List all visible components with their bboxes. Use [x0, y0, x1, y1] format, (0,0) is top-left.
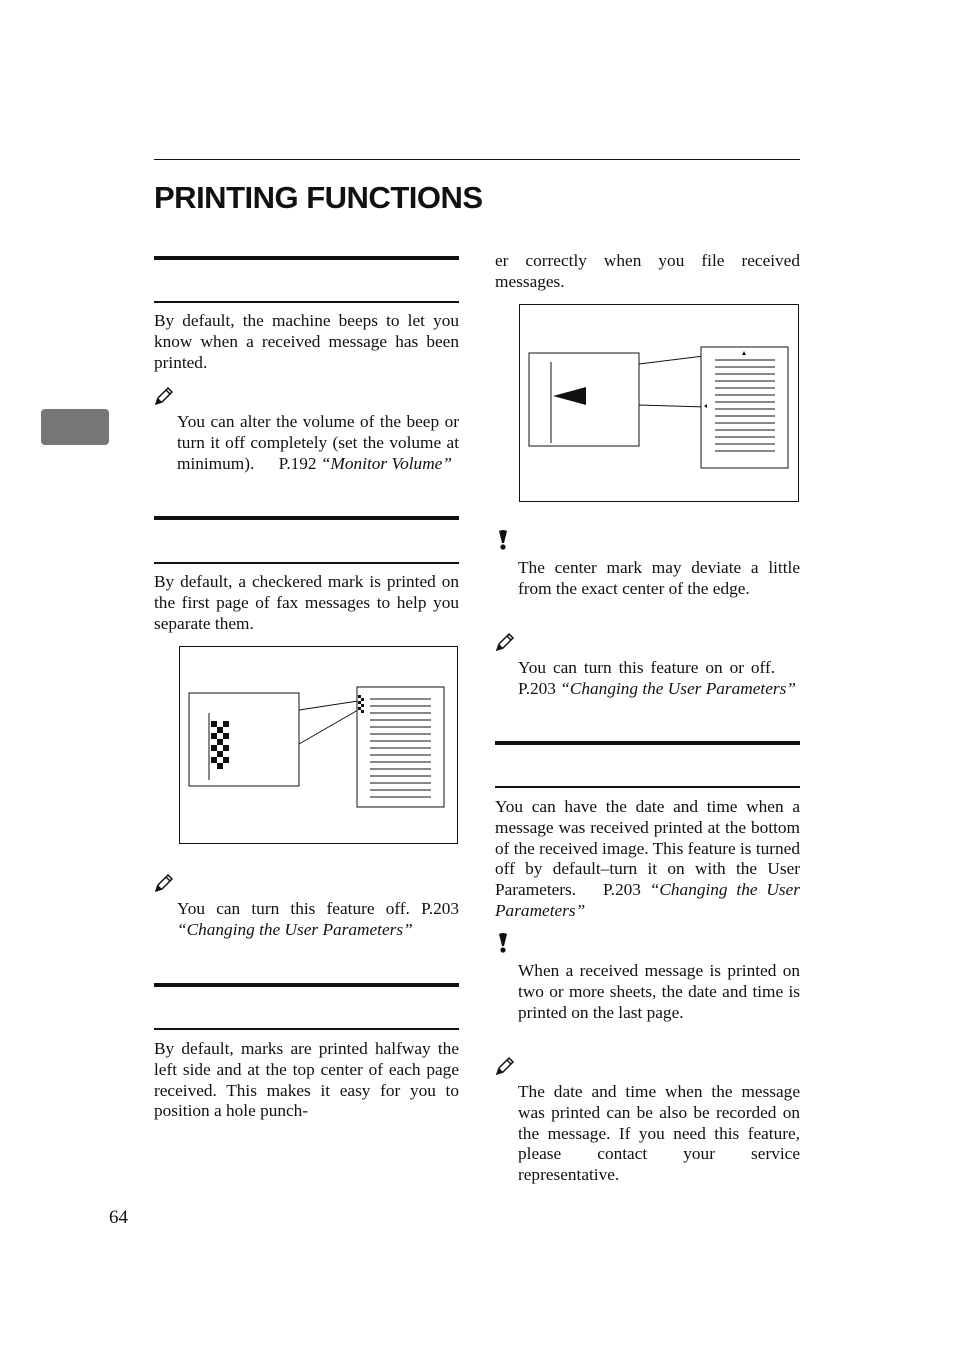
paragraph-text: You can have the date and time when a message was received printed at the bottom of the received image. This feature is turned off by default–turn it on with the User Parameters. [495, 797, 800, 900]
limitation-exclamation-icon [495, 529, 511, 551]
section-rule-thin [154, 301, 459, 303]
center-mark-diagram [520, 305, 798, 501]
paragraph-date-time [495, 797, 800, 922]
checkered-mark-diagram [180, 647, 457, 843]
note-text: You can turn this feature off. [177, 899, 410, 918]
note-text: You can turn this feature on or off. [518, 658, 776, 677]
note-text: The date and time when the message was printed can be also be recorded on the message. If you need this feature, please contact your service representative. [518, 1082, 800, 1185]
page-reference[interactable]: P.203 [602, 880, 641, 900]
limitation-exclamation-icon [495, 932, 511, 954]
page-title: PRINTING FUNCTIONS [154, 180, 483, 215]
limitation-center-deviation [518, 558, 800, 600]
paragraph-text: er correctly when you file received messages. [495, 251, 800, 291]
page-reference[interactable]: P.203 [421, 899, 459, 918]
reference-link[interactable]: “Changing the User Parameters” [560, 678, 796, 698]
checkered-mark-figure [179, 646, 458, 844]
page-reference[interactable]: P.192 [278, 453, 317, 473]
chapter-tab [41, 409, 109, 445]
note-center-toggle [518, 658, 800, 700]
note-pencil-icon [495, 632, 515, 652]
paragraph-text: By default, marks are printed halfway the left side and at the top center of each page received. This makes it easy for you to position a hole punch- [154, 1039, 459, 1121]
note-pencil-icon [154, 873, 174, 893]
paragraph-center-marks [154, 1039, 459, 1122]
limitation-text: When a received message is printed on two or more sheets, the date and time is printed on the last page. [518, 961, 800, 1022]
note-pencil-icon [495, 1056, 515, 1076]
paragraph-checkered [154, 572, 459, 634]
section-rule-thick [154, 256, 459, 260]
note-volume [177, 412, 459, 474]
paragraph-text: By default, a checkered mark is printed on the first page of fax messages to help you separate them. [154, 572, 459, 633]
reference-link[interactable]: “Changing the User Parameters” [177, 919, 413, 939]
note-checkered-off [177, 899, 459, 941]
center-mark-figure [519, 304, 799, 502]
section-rule-thin [154, 1028, 459, 1030]
section-rule-thin [154, 562, 459, 564]
section-rule-thin [495, 786, 800, 788]
limitation-text: The center mark may deviate a little from the exact center of the edge. [518, 558, 800, 598]
section-rule-thick [154, 516, 459, 520]
note-service-rep [518, 1082, 800, 1186]
paragraph-beep [154, 311, 459, 373]
page-number: 64 [109, 1207, 128, 1228]
note-pencil-icon [154, 386, 174, 406]
paragraph-text: By default, the machine beeps to let you know when a received message has been printed. [154, 311, 459, 372]
note-text: You can alter the volume of the beep or turn it off completely (set the volume at minimum). [177, 412, 459, 473]
page-reference[interactable]: P.203 [518, 678, 556, 698]
limitation-last-page [518, 961, 800, 1023]
header-rule [154, 159, 800, 160]
reference-link[interactable]: “Monitor Volume” [320, 453, 452, 473]
reference-link[interactable]: “Changing the User Parameters” [495, 880, 801, 920]
paragraph-center-marks-cont [495, 251, 800, 293]
section-rule-thick [495, 741, 800, 745]
section-rule-thick [154, 983, 459, 987]
